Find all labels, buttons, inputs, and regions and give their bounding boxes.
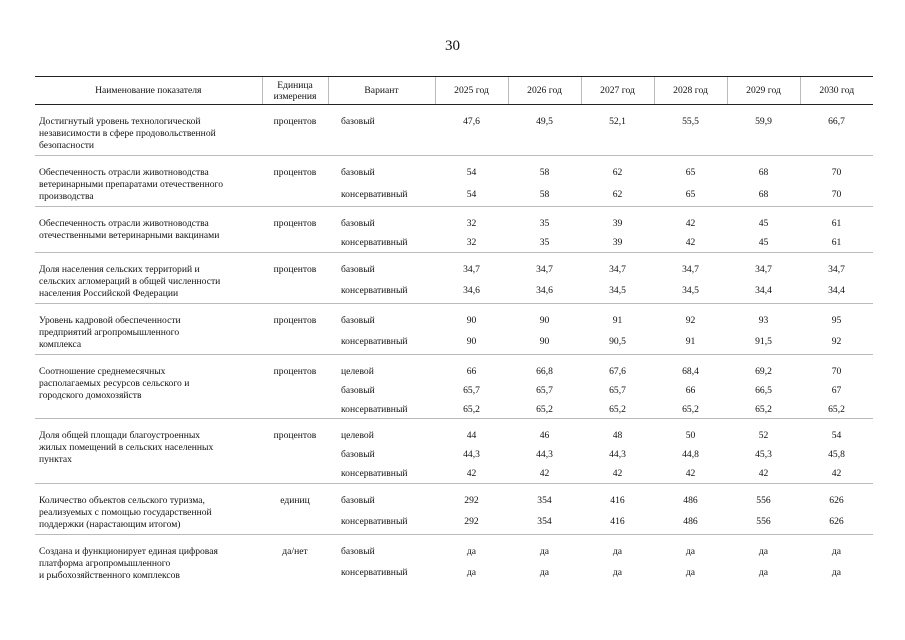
value-cell: 34,6 [463,285,480,297]
value-cell: 34,4 [828,285,845,297]
value-cell: да [685,567,696,578]
value-cell: да [758,567,769,578]
indicator-name-line: Количество объектов сельского туризма, [39,494,205,506]
value-cell: 90 [539,336,550,348]
indicator-group [35,303,873,354]
table-row [35,362,873,381]
value-cell: 90 [466,336,477,348]
value-cell: 61 [831,237,842,248]
value-cell: 92 [831,336,842,348]
table-row [35,311,873,333]
value-cell: 44,3 [536,449,553,460]
value-cell: да [539,567,550,578]
indicator-name-line: пунктах [39,454,72,465]
indicator-name-line: независимости в сфере продовольственной [39,128,216,139]
unit-cell: процентов [273,263,317,275]
value-cell: 70 [831,365,842,377]
value-cell: 65,7 [536,384,553,396]
header-year: 2026 год [508,77,581,105]
value-cell: 626 [829,516,844,528]
value-cell: 34,5 [609,285,626,297]
value-cell: 416 [610,516,625,528]
variant-cell: базовый [341,384,375,396]
value-cell: 45 [758,218,769,229]
value-cell: 54 [466,167,477,178]
value-cell: 54 [466,188,477,200]
spacer-cell [35,483,873,491]
variant-cell: консервативный [341,403,408,415]
value-cell: да [539,545,550,557]
spacer-cell [35,534,873,542]
indicator-name-line: Достигнутый уровень технологической [39,116,201,127]
value-cell: 66,8 [536,365,553,377]
value-cell: 66,5 [755,384,772,396]
value-cell: 49,5 [536,116,553,127]
value-cell: да [466,545,477,557]
unit-cell: да/нет [282,545,308,557]
table-row [35,163,873,185]
header-year: 2027 год [581,77,654,105]
header-year: 2025 год [435,77,508,105]
value-cell: 91 [612,314,623,326]
group-spacer [35,252,873,260]
group-spacer [35,303,873,311]
indicator-name [35,112,262,156]
unit-cell: процентов [273,167,317,178]
value-cell: да [831,545,842,557]
header-name: Наименование показателя [35,77,262,105]
value-cell: 65,2 [828,403,845,415]
indicator-name-line: Создана и функционирует единая цифровая [39,545,218,557]
indicator-name-line: отечественными ветеринарными вакцинами [39,230,220,241]
value-cell: 292 [464,494,479,506]
value-cell: 59,9 [755,116,772,127]
indicator-name [35,311,262,355]
variant-cell: консервативный [341,336,408,348]
value-cell: 68 [758,167,769,178]
value-cell: 626 [829,494,844,506]
value-cell: 69,2 [755,365,772,377]
value-cell: 52,1 [609,116,626,127]
indicator-name-line: безопасности [39,140,95,151]
value-cell: 34,7 [828,263,845,275]
spacer-cell [35,207,873,215]
variant-cell: базовый [341,218,375,229]
indicator-name-line: Обеспеченность отрасли животноводства [39,218,209,229]
value-cell: 44,3 [463,449,480,460]
variant-cell: консервативный [341,567,408,578]
indicator-name-line: жилых помещений в сельских населенных [39,442,214,453]
unit-cell: процентов [273,365,317,377]
value-cell: 65,7 [463,384,480,396]
value-cell: 67,6 [609,365,626,377]
value-cell: 46 [539,430,550,441]
value-cell: 90 [539,314,550,326]
indicator-group [35,483,873,534]
indicator-name [35,362,262,419]
indicator-group [35,105,873,156]
value-cell: 65,7 [609,384,626,396]
group-spacer [35,156,873,164]
value-cell: 32 [466,218,477,229]
spacer-cell [35,354,873,362]
value-cell: 35 [539,237,550,248]
indicator-name [35,542,262,585]
indicator-group [35,207,873,253]
value-cell: 62 [612,188,623,200]
indicator-name-line: комплекса [39,338,82,350]
value-cell: 486 [683,516,698,528]
table-row [35,426,873,445]
value-cell: 66 [685,384,696,396]
indicator-name-line: производства [39,191,94,202]
value-cell: 34,4 [755,285,772,297]
value-cell: 58 [539,167,550,178]
variant-cell: базовый [341,494,375,506]
header-year: 2028 год [654,77,727,105]
value-cell: 34,7 [755,263,772,275]
value-cell: 486 [683,494,698,506]
indicators-table [35,76,873,585]
value-cell: 68,4 [682,365,699,377]
value-cell: 48 [612,430,623,441]
indicator-name [35,260,262,304]
value-cell: 65,2 [463,403,480,415]
value-cell: 45,3 [755,449,772,460]
unit-cell: процентов [273,218,317,229]
value-cell: 34,7 [682,263,699,275]
indicator-group [35,252,873,303]
indicator-name-line: предприятий агропромышленного [39,326,180,338]
table-row [35,112,873,156]
variant-cell: базовый [341,116,375,127]
value-cell: 354 [537,516,552,528]
value-cell: 34,7 [536,263,553,275]
spacer-cell [35,419,873,427]
indicator-group [35,534,873,585]
indicator-name-line: платформа агропромышленного [39,557,171,569]
value-cell: 45,8 [828,449,845,460]
value-cell: 62 [612,167,623,178]
value-cell: 34,6 [536,285,553,297]
variant-cell: консервативный [341,188,408,200]
value-cell: 50 [685,430,696,441]
value-cell: 416 [610,494,625,506]
value-cell: 42 [466,468,477,479]
variant-cell: консервативный [341,468,408,479]
variant-cell: консервативный [341,237,408,248]
value-cell: 44,3 [609,449,626,460]
indicator-name [35,426,262,483]
value-cell: 91,5 [755,336,772,348]
indicator-name-line: реализуемых с помощью государственной [39,506,212,518]
value-cell: 34,7 [463,263,480,275]
value-cell: 61 [831,218,842,229]
page-number: 30 [445,38,460,54]
value-cell: 35 [539,218,550,229]
value-cell: да [612,567,623,578]
value-cell: 70 [831,188,842,200]
value-cell: 52 [758,430,769,441]
group-spacer [35,207,873,215]
variant-cell: консервативный [341,285,408,297]
variant-cell: базовый [341,167,375,178]
spacer-cell [35,303,873,311]
indicator-name [35,491,262,535]
value-cell: 45 [758,237,769,248]
table-row [35,542,873,564]
value-cell: 92 [685,314,696,326]
table-row [35,214,873,233]
variant-cell: базовый [341,449,375,460]
indicator-name-line: Доля населения сельских территорий и [39,263,200,275]
group-spacer [35,419,873,427]
group-spacer [35,483,873,491]
indicator-name-line: и рыбохозяйственного комплексов [39,569,180,581]
value-cell: 34,5 [682,285,699,297]
indicator-name-line: ветеринарными препаратами отечественного [39,179,223,190]
value-cell: 68 [758,188,769,200]
value-cell: 65,2 [682,403,699,415]
variant-cell: базовый [341,314,375,326]
value-cell: да [831,567,842,578]
group-spacer [35,534,873,542]
table-row [35,260,873,282]
value-cell: 42 [758,468,769,479]
spacer-cell [35,105,873,113]
indicator-name-line: Соотношение среднемесячных [39,365,166,377]
value-cell: 67 [831,384,842,396]
indicator-name-line: населения Российской Федерации [39,287,179,299]
indicator-name-line: городского домохозяйств [39,389,142,401]
value-cell: 354 [537,494,552,506]
indicator-name-line: Уровень кадровой обеспеченности [39,314,181,326]
value-cell: 42 [539,468,550,479]
value-cell: да [758,545,769,557]
value-cell: 32 [466,237,477,248]
variant-cell: базовый [341,545,375,557]
variant-cell: целевой [341,430,374,441]
value-cell: да [612,545,623,557]
indicator-name-line: сельских агломераций в общей численности [39,275,221,287]
indicator-name-line: Доля общей площади благоустроенных [39,430,201,441]
value-cell: 34,7 [609,263,626,275]
value-cell: да [685,545,696,557]
value-cell: 55,5 [682,116,699,127]
variant-cell: консервативный [341,516,408,528]
value-cell: 65 [685,188,696,200]
header-year: 2029 год [727,77,800,105]
value-cell: 292 [464,516,479,528]
variant-cell: базовый [341,263,375,275]
value-cell: 556 [756,494,771,506]
table-row [35,491,873,513]
unit-cell: процентов [273,430,317,441]
unit-cell: процентов [273,116,317,127]
value-cell: 95 [831,314,842,326]
spacer-cell [35,252,873,260]
value-cell: да [466,567,477,578]
value-cell: 91 [685,336,696,348]
indicator-name-line: Обеспеченность отрасли животноводства [39,167,209,178]
value-cell: 44 [466,430,477,441]
unit-cell: единиц [280,494,310,506]
value-cell: 93 [758,314,769,326]
value-cell: 90 [466,314,477,326]
value-cell: 42 [685,468,696,479]
value-cell: 42 [685,218,696,229]
value-cell: 42 [612,468,623,479]
value-cell: 58 [539,188,550,200]
table-header [35,77,873,105]
value-cell: 39 [612,237,623,248]
value-cell: 556 [756,516,771,528]
header-year: 2030 год [800,77,873,105]
value-cell: 42 [831,468,842,479]
variant-cell: целевой [341,365,374,377]
header-unit: Единица измерения [262,77,328,105]
indicator-name [35,214,262,252]
value-cell: 65 [685,167,696,178]
value-cell: 66,7 [828,116,845,127]
indicator-name [35,163,262,207]
indicator-name-line: поддержки (нарастающим итогом) [39,518,181,530]
value-cell: 39 [612,218,623,229]
value-cell: 54 [831,430,842,441]
value-cell: 70 [831,167,842,178]
indicator-name-line: располагаемых ресурсов сельского и [39,377,190,389]
indicator-group [35,156,873,207]
spacer-cell [35,156,873,164]
value-cell: 90,5 [609,336,626,348]
indicator-group [35,419,873,484]
header-variant: Вариант [328,77,435,105]
value-cell: 65,2 [536,403,553,415]
unit-cell: процентов [273,314,317,326]
value-cell: 47,6 [463,116,480,127]
group-spacer [35,105,873,113]
value-cell: 65,2 [609,403,626,415]
value-cell: 44,8 [682,449,699,460]
group-spacer [35,354,873,362]
indicator-group [35,354,873,419]
value-cell: 66 [466,365,477,377]
value-cell: 65,2 [755,403,772,415]
value-cell: 42 [685,237,696,248]
